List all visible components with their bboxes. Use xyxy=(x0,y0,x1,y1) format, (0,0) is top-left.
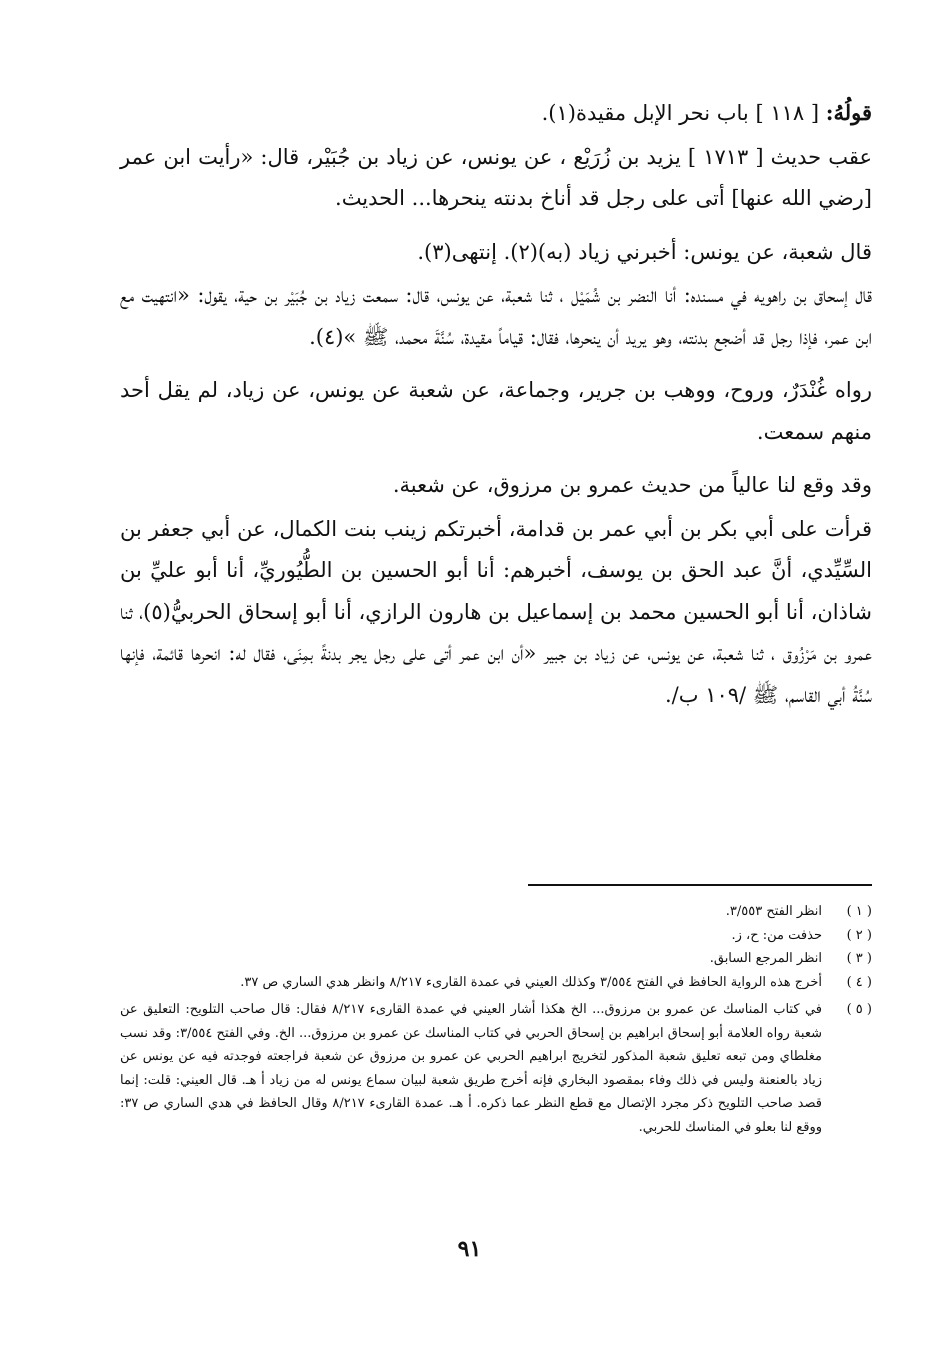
main-text xyxy=(120,92,872,716)
paragraph: قرأت على أبي بكر بن أبي عمر بن قدامة، أخبرتكم زينب بنت الكمال، عن أبي جعفر بن السِّيِّدي، أنَّ عبد الحق بن يوسف، أخبرهم: أنا أبو الحسين بن الطُّيُوريِّ، أنا أبو عليِّ بن شاذان، أنا أبو الحسين محمد بن إسماعيل بن هارون الرازي، أنا أبو إسحاق الحربيُّ(٥)، ثنا عمرو بن مَرْزُوق ، ثنا شعبة، عن يونس، عن زياد بن جبير «أن ابن عمر أتى على رجل يجر بدنةً بمِنَى، فقال له: انحرها قائمة، فإنها سُنَّةُ أبي القاسم، ﷺ /١٠٩ ب/. xyxy=(119,516,872,707)
footnote-separator xyxy=(528,884,872,886)
footnote-number: ( ٢ ) xyxy=(846,927,872,943)
paragraph: وقد وقع لنا عالياً من حديث عمرو بن مرزوق، عن شعبة. xyxy=(392,473,872,497)
footnote xyxy=(120,971,872,995)
footnote-number: ( ٥ ) xyxy=(846,1002,872,1017)
footnote-text: أخرج هذه الرواية الحافظ في الفتح ٣/٥٥٤ وكذلك العيني في عمدة القارىء ٨/٢١٧ وانظر هدي الساري ص ٣٧. xyxy=(240,974,822,990)
page-number: ٩١ xyxy=(457,1236,482,1262)
footnote xyxy=(120,947,872,971)
footnote-number: ( ١ ) xyxy=(846,904,872,919)
paragraph: قال شعبة، عن يونس: أخبرني زياد (به)(٢). إنتهى(٣). xyxy=(417,239,872,264)
footnote-text: انظر المرجع السابق. xyxy=(709,951,822,966)
footnote xyxy=(120,924,872,948)
paragraph: رواه غُنْدَرٌ، وروح، ووهب بن جرير، وجماعة، عن شعبة عن يونس، عن زياد، لم يقل أحد منهم سمعت. xyxy=(120,378,872,444)
footnote-text: في كتاب المناسك عن عمرو بن مرزوق... الخ هكذا أشار العيني في عمدة القارىء ٨/٢١٧ فقال: قال صاحب التلويح: التعليق عن شعبة رواه العلامة أبو إسحاق ابراهيم بن إسحاق الحربي في كتاب المناسك عن عمرو بن مرزوق... الخ. وفي الفتح ٣/٥٥٤: وقد نسب مغلطاي ومن تبعه تعليق شعبة المذكور لتخريج ابراهيم الحربي عن عمرو بن مرزوق عن شعبة فراجعته فوجدته فيه عن يونس عن زياد بالعنعنة وليس في ذلك وفاء بمقصود البخاري فإنه أخرج طريق شعبة لبيان سماع يونس له من زياد أ هـ. قال العيني: قلت: إنما قصد صاحب التلويح ذكر مجرد الإتصال مع قطع النظر عما ذكره. أ هـ. عمدة القارىء ٨/٢١٧ وقال الحافظ في هدي الساري ص ٣٧: ووقع لنا بعلو في المناسك للحربي. xyxy=(120,1002,823,1135)
heading-paragraph xyxy=(120,92,872,135)
footnote-text: حذفت من: ح، ز. xyxy=(731,927,822,943)
footnote-number: ( ٣ ) xyxy=(846,951,872,966)
footnote xyxy=(120,998,872,1139)
footnotes xyxy=(120,900,872,1139)
heading-text: [ ١١٨ ] باب نحر الإبل مقيدة(١). xyxy=(541,101,826,125)
footnote-number: ( ٤ ) xyxy=(846,974,872,990)
heading-lead: قولُهُ: xyxy=(825,100,872,125)
paragraph: قال إسحاق بن راهويه في مسنده: أنا النضر بن شُمَيْل ، ثنا شعبة، عن يونس، قال: سمعت زياد بن جُبَيْر بن حية، يقول: «انتهيت مع ابن عمر، فإذا رجل قد أضجع بدنته، وهو يريد أن ينحرها، فقال: قياماً مقيدة، سُنَّةَ محمد، ﷺ »(٤). xyxy=(120,283,872,349)
footnote xyxy=(120,900,872,924)
footnote-text: انظر الفتح ٣/٥٥٣. xyxy=(725,904,822,919)
paragraph: عقب حديث [ ١٧١٣ ] يزيد بن زُرَيْع ، عن يونس، عن زياد بن جُبَيْر، قال: «رأيت ابن عمر [رضي الله عنها] أتى على رجل قد أناخ بدنته ينحرها... الحديث. xyxy=(120,144,872,210)
